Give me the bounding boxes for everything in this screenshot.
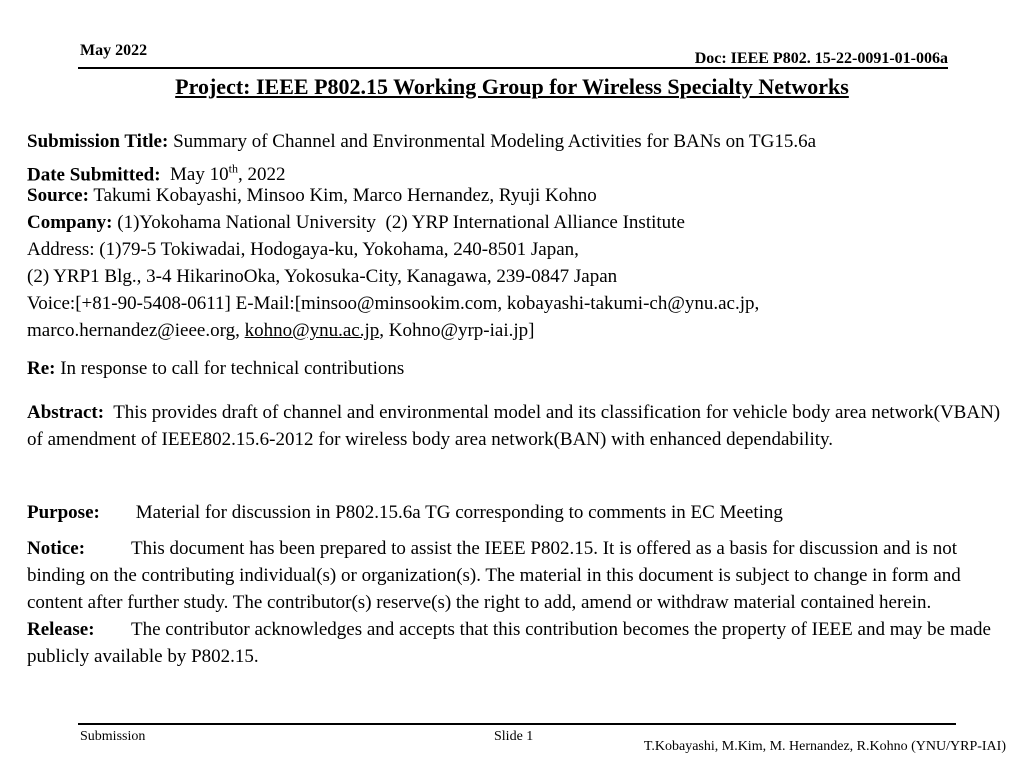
notice-release-block — [27, 535, 1002, 670]
header-doc-number: Doc: IEEE P802. 15-22-0091-01-006a — [694, 50, 948, 67]
company-line — [27, 212, 685, 234]
email-line: marco.hernandez@ieee.org, kohno@ynu.ac.jp, Kohno@yrp-iai.jp] — [27, 320, 535, 341]
date-submitted-value: May 10th, 2022 — [170, 162, 286, 186]
re-line — [27, 358, 404, 380]
notice-label: Notice: — [27, 538, 86, 559]
release-label: Release: — [27, 619, 95, 640]
submission-title-value: Summary of Channel and Environmental Modeling Activities for BANs on TG15.6a — [173, 131, 816, 152]
abstract-text: This provides draft of channel and environmental model and its classification for vehicle body area network(VBAN) of amendment of IEEE802.15.6-2012 for wireless body area network(BAN) with enhanced dependability. — [27, 402, 1001, 450]
header-rule — [78, 67, 948, 69]
address-line-1: Address: (1)79-5 Tokiwadai, Hodogaya-ku, Yokohama, 240-8501 Japan, — [27, 239, 579, 260]
project-title-text: Project: IEEE P802.15 Working Group for Wireless Specialty Networks — [175, 74, 849, 99]
purpose-text: Material for discussion in P802.15.6a TG corresponding to comments in EC Meeting — [135, 502, 783, 523]
footer-rule — [78, 723, 956, 725]
submission-title-label: Submission Title: — [27, 131, 169, 152]
footer-submission: Submission — [80, 729, 146, 744]
source-value: Takumi Kobayashi, Minsoo Kim, Marco Hernandez, Ryuji Kohno — [93, 185, 597, 206]
release-text: The contributor acknowledges and accepts that this contribution becomes the property of IEEE and may be made publicly available by P802.15. — [27, 619, 991, 667]
source-line — [27, 185, 597, 207]
source-label: Source: — [27, 185, 89, 206]
date-submitted-line — [27, 158, 285, 186]
purpose-paragraph — [27, 499, 1002, 526]
footer-slide-number: Slide 1 — [494, 729, 534, 744]
header-date: May 2022 — [80, 42, 148, 59]
purpose-label: Purpose: — [27, 502, 100, 523]
company-value: (1)Yokohama National University (2) YRP International Alliance Institute — [117, 212, 685, 233]
address-line-2: (2) YRP1 Blg., 3-4 HikarinoOka, Yokosuka-City, Kanagawa, 239-0847 Japan — [27, 266, 618, 287]
notice-text: This document has been prepared to assist the IEEE P802.15. It is offered as a basis for discussion and is not binding on the contributing individual(s) or organization(s). The material in this document is subject to change in form and content after further study. The contributor(s) reserve(s) the right to add, amend or withdraw material contained herein. — [27, 538, 961, 613]
footer-authors: T.Kobayashi, M.Kim, M. Hernandez, R.Kohno (YNU/YRP-IAI) — [643, 739, 1006, 754]
kohno-email-link[interactable]: kohno@ynu.ac.jp — [244, 320, 380, 341]
re-value: In response to call for technical contributions — [60, 358, 405, 379]
abstract-paragraph — [27, 399, 1002, 453]
project-title — [0, 74, 1024, 100]
re-label: Re: — [27, 358, 56, 379]
date-submitted-label: Date Submitted: — [27, 164, 161, 186]
submission-title-line — [27, 131, 816, 153]
voice-email-line: Voice:[+81-90-5408-0611] E-Mail:[minsoo@minsookim.com, kobayashi-takumi-ch@ynu.ac.jp, — [27, 293, 760, 314]
abstract-label: Abstract: — [27, 402, 105, 423]
company-label: Company: — [27, 212, 113, 233]
